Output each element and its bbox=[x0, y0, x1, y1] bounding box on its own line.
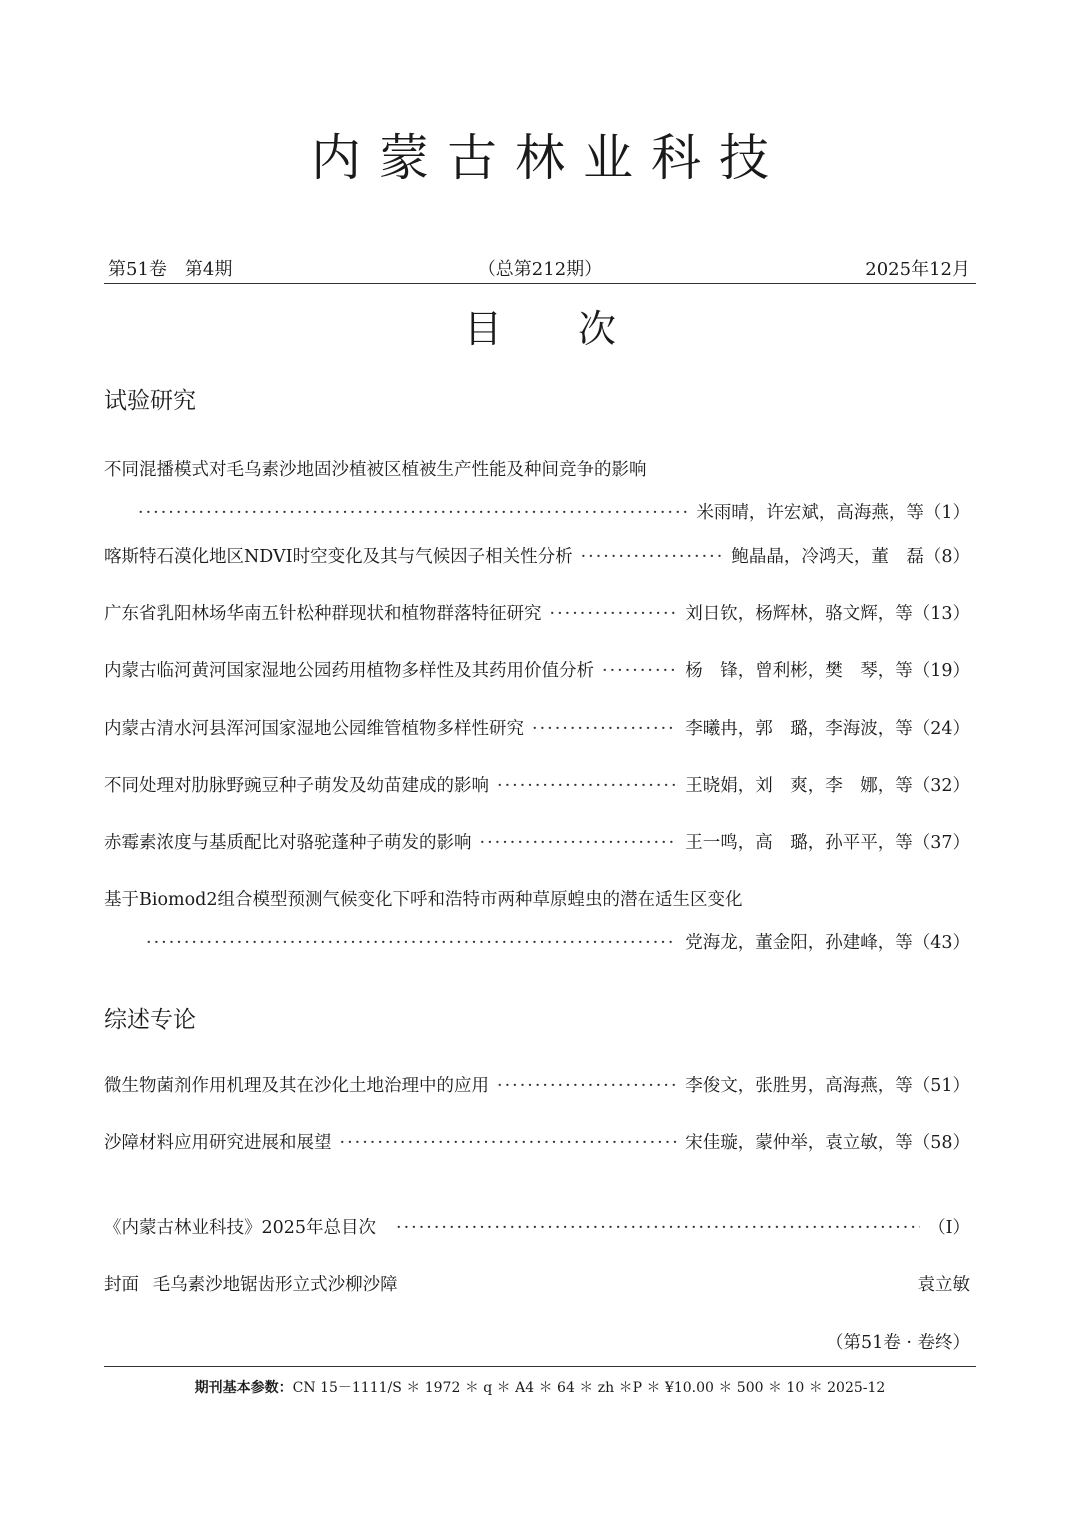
toc-entry[interactable] bbox=[104, 1130, 970, 1156]
leader-dots bbox=[497, 773, 677, 799]
toc-entry-title: 广东省乳阳林场华南五针松种群现状和植物群落特征研究 bbox=[104, 604, 542, 624]
toc-entry-title[interactable]: 基于Biomod2组合模型预测气候变化下呼和浩特市两种草原蝗虫的潜在适生区变化 bbox=[104, 890, 743, 910]
toc-entry-page: （32） bbox=[912, 776, 970, 796]
section-title: 综述专论 bbox=[104, 1007, 196, 1033]
toc-entry-title: 不同处理对肋脉野豌豆种子萌发及幼苗建成的影响 bbox=[104, 776, 489, 796]
toc-entry-page: （13） bbox=[912, 604, 970, 624]
toc-entry-page: （19） bbox=[912, 661, 970, 681]
volume-end-note: （第51卷 · 卷终） bbox=[826, 1333, 970, 1353]
toc-entry[interactable] bbox=[104, 716, 970, 742]
leader-dots bbox=[602, 658, 677, 684]
cover-credit bbox=[104, 1272, 970, 1298]
leader-dots bbox=[581, 544, 724, 570]
total-issue: （总第212期） bbox=[477, 259, 603, 280]
toc-entry-page: （24） bbox=[912, 719, 970, 739]
volume-number: 第51卷 第4期 bbox=[108, 259, 233, 280]
toc-entry-authors: 杨 锋，曾利彬，樊 琴，等 bbox=[685, 661, 913, 681]
toc-entry-title: 赤霉素浓度与基质配比对骆驼蓬种子萌发的影响 bbox=[104, 833, 472, 853]
toc-entry[interactable] bbox=[104, 773, 970, 799]
toc-entry-page: （58） bbox=[912, 1133, 970, 1153]
leader-dots bbox=[340, 1130, 678, 1156]
toc-entry[interactable] bbox=[146, 930, 970, 956]
toc-entry-page: （8） bbox=[923, 547, 970, 567]
toc-entry-title: 喀斯特石漠化地区NDVI时空变化及其与气候因子相关性分析 bbox=[104, 547, 573, 567]
toc-entry-page: （43） bbox=[912, 933, 970, 953]
toc-entry-authors: 王晓娟，刘 爽，李 娜，等 bbox=[685, 776, 913, 796]
toc-entry-authors: 李曦冉，郭 璐，李海波，等 bbox=[685, 719, 913, 739]
leader-dots bbox=[532, 716, 677, 742]
toc-entry-authors: 李俊文，张胜男，高海燕，等 bbox=[685, 1076, 913, 1096]
toc-entry[interactable] bbox=[104, 1073, 970, 1099]
annual-index-entry[interactable] bbox=[104, 1215, 970, 1241]
toc-entry[interactable] bbox=[104, 830, 970, 856]
section-title: 试验研究 bbox=[104, 388, 196, 414]
toc-entry-title: 沙障材料应用研究进展和展望 bbox=[104, 1133, 332, 1153]
toc-entry[interactable] bbox=[138, 500, 970, 526]
leader-dots bbox=[550, 601, 678, 627]
leader-dots bbox=[480, 830, 678, 856]
journal-parameters bbox=[0, 1378, 1080, 1398]
toc-entry[interactable] bbox=[104, 544, 970, 570]
cover-label: 封面 bbox=[104, 1275, 139, 1295]
toc-entry-authors: 刘日钦，杨辉林，骆文辉，等 bbox=[685, 604, 913, 624]
toc-title: 目次 bbox=[463, 307, 692, 351]
toc-entry-authors: 党海龙，董金阳，孙建峰，等 bbox=[685, 933, 913, 953]
leader-dots bbox=[497, 1073, 677, 1099]
cover-caption: 毛乌素沙地锯齿形立式沙柳沙障 bbox=[152, 1275, 398, 1295]
annual-index-title: 《内蒙古林业科技》2025年总目次 bbox=[104, 1218, 377, 1238]
toc-entry-authors: 宋佳璇，蒙仲举，袁立敏，等 bbox=[685, 1133, 913, 1153]
footer-rule bbox=[104, 1366, 976, 1367]
toc-entry-page: （51） bbox=[912, 1076, 970, 1096]
issue-info-bar bbox=[104, 258, 976, 284]
toc-entry-page: （37） bbox=[912, 833, 970, 853]
toc-entry-title[interactable]: 不同混播模式对毛乌素沙地固沙植被区植被生产性能及种间竞争的影响 bbox=[104, 460, 647, 480]
toc-entry[interactable] bbox=[104, 601, 970, 627]
toc-entry-authors: 鲍晶晶，冷鸿天，董 磊 bbox=[731, 547, 924, 567]
toc-entry-page: （1） bbox=[923, 503, 970, 523]
params-label: 期刊基本参数： bbox=[194, 1380, 293, 1396]
cover-author: 袁立敏 bbox=[917, 1275, 970, 1295]
leader-dots bbox=[396, 1215, 920, 1241]
toc-entry-authors: 王一鸣，高 璐，孙平平，等 bbox=[685, 833, 913, 853]
annual-index-page: （I） bbox=[928, 1218, 970, 1238]
toc-entry-title: 内蒙古临河黄河国家湿地公园药用植物多样性及其药用价值分析 bbox=[104, 661, 594, 681]
header-rule bbox=[104, 283, 976, 284]
journal-title: 内蒙古林业科技 bbox=[311, 129, 787, 187]
toc-entry[interactable] bbox=[104, 658, 970, 684]
toc-entry-authors: 米雨晴，许宏斌，高海燕，等 bbox=[696, 503, 924, 523]
leader-dots bbox=[138, 500, 688, 526]
leader-dots bbox=[146, 930, 677, 956]
issue-date: 2025年12月 bbox=[865, 259, 970, 280]
toc-entry-title: 内蒙古清水河县浑河国家湿地公园维管植物多样性研究 bbox=[104, 719, 524, 739]
toc-entry-title: 微生物菌剂作用机理及其在沙化土地治理中的应用 bbox=[104, 1076, 489, 1096]
params-value: CN 15－1111/S ＊ 1972 ＊ q ＊ A4 ＊ 64 ＊ zh ＊P ＊ ¥10.00 ＊ 500 ＊ 10 ＊ 2025-12 bbox=[292, 1380, 886, 1396]
